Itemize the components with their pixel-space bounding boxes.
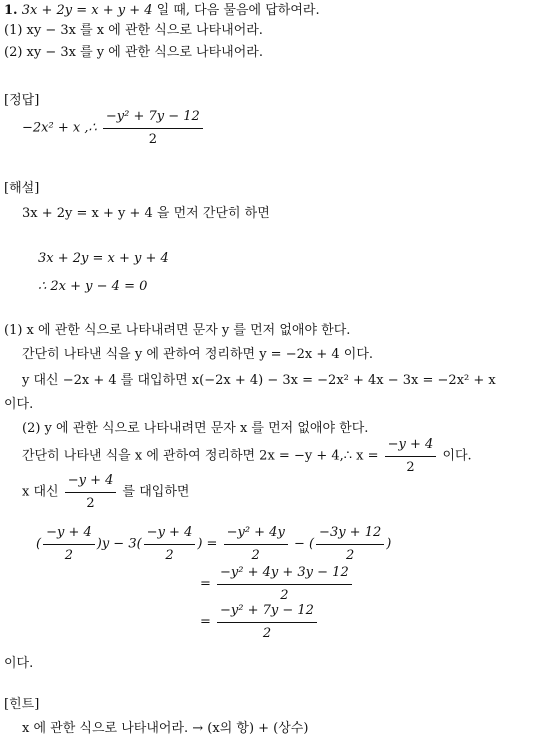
part2-fraction-sub [65, 472, 117, 512]
calc-line2 [200, 564, 354, 604]
fraction-numerator: −y² + 4y [224, 524, 288, 545]
fraction-numerator: −y² + 7y − 12 [103, 108, 203, 129]
part2-line2 [22, 436, 472, 476]
calc-frac2 [144, 524, 196, 564]
fraction-numerator: −y + 4 [65, 472, 117, 493]
explanation-header: [해설] [4, 181, 40, 196]
part2-line2-pre: 간단히 나타낸 식을 x 에 관하여 정리하면 2x = −y + 4,∴ x = [22, 448, 383, 464]
calc-mid: )y − 3( [96, 536, 142, 552]
part2-line1: (2) y 에 관한 식으로 나타내려면 문자 x 를 먼저 없애야 한다. [22, 421, 369, 436]
answer-header: [정답] [4, 93, 40, 108]
fraction-denominator: 2 [64, 547, 74, 563]
part1-line3: y 대신 −2x + 4 를 대입하면 x(−2x + 4) − 3x = −2x² + 4x − 3x = −2x² + x [22, 373, 496, 388]
part2-line3-post: 를 대입하면 [118, 484, 190, 500]
calc-frac1 [43, 524, 95, 564]
fraction-denominator: 2 [406, 459, 415, 475]
hint-header: [힌트] [4, 697, 40, 712]
calc-paren-close: ) [386, 536, 392, 552]
problem-number: 1. [4, 3, 18, 18]
calc-equals: ) = [197, 536, 222, 552]
calc-frac6 [217, 602, 317, 642]
calc-frac3 [224, 524, 288, 564]
explanation-end: 이다. [4, 656, 34, 671]
calc-frac5 [217, 564, 352, 604]
fraction-denominator: 2 [251, 547, 260, 563]
answer-line [22, 108, 205, 148]
calc-line3 [200, 602, 319, 642]
fraction-numerator: −y + 4 [144, 524, 196, 545]
problem-equation: 3x + 2y = x + y + 4 [21, 3, 153, 18]
hint-text: x 에 관한 식으로 나타내어라. → (x의 항) + (상수) [22, 721, 309, 736]
fraction-numerator: −3y + 12 [316, 524, 384, 545]
fraction-numerator: −y² + 7y − 12 [217, 602, 317, 623]
part2-fraction-x [385, 436, 437, 476]
fraction-numerator: −y² + 4y + 3y − 12 [217, 564, 352, 585]
part1-line1: (1) x 에 관한 식으로 나타내려면 문자 y 를 먼저 없애야 한다. [4, 323, 351, 338]
question-2: (2) xy − 3x 를 y 에 관한 식으로 나타내어라. [4, 45, 263, 60]
simplify-eq2: ∴ 2x + y − 4 = 0 [38, 279, 148, 294]
calc-frac4 [316, 524, 384, 564]
part2-line3-pre: x 대신 [22, 484, 63, 500]
calc-line1 [36, 524, 391, 564]
explanation-intro: 3x + 2y = x + y + 4 을 먼저 간단히 하면 [22, 206, 270, 221]
answer-fraction [103, 108, 203, 148]
answer-part1: −2x² + x ,∴ [22, 120, 101, 136]
part2-line2-post: 이다. [438, 448, 472, 464]
calc-equals: = [200, 576, 216, 592]
calc-minus: − ( [289, 536, 315, 552]
problem-condition: 일 때, 다음 물음에 답하여라. [156, 3, 320, 18]
calc-paren: ( [36, 536, 42, 552]
fraction-denominator: 2 [262, 625, 272, 641]
fraction-numerator: −y + 4 [43, 524, 95, 545]
fraction-denominator: 2 [86, 495, 95, 511]
problem-statement [4, 2, 320, 20]
part1-line4: 이다. [4, 397, 34, 412]
part1-line2: 간단히 나타낸 식을 y 에 관하여 정리하면 y = −2x + 4 이다. [22, 347, 374, 362]
fraction-denominator: 2 [346, 547, 355, 563]
calc-equals: = [200, 614, 216, 630]
part2-line3 [22, 472, 189, 512]
fraction-denominator: 2 [165, 547, 174, 563]
fraction-denominator: 2 [280, 587, 289, 603]
fraction-numerator: −y + 4 [385, 436, 437, 457]
question-1: (1) xy − 3x 를 x 에 관한 식으로 나타내어라. [4, 23, 263, 38]
simplify-eq1: 3x + 2y = x + y + 4 [38, 251, 169, 266]
fraction-denominator: 2 [148, 131, 157, 147]
